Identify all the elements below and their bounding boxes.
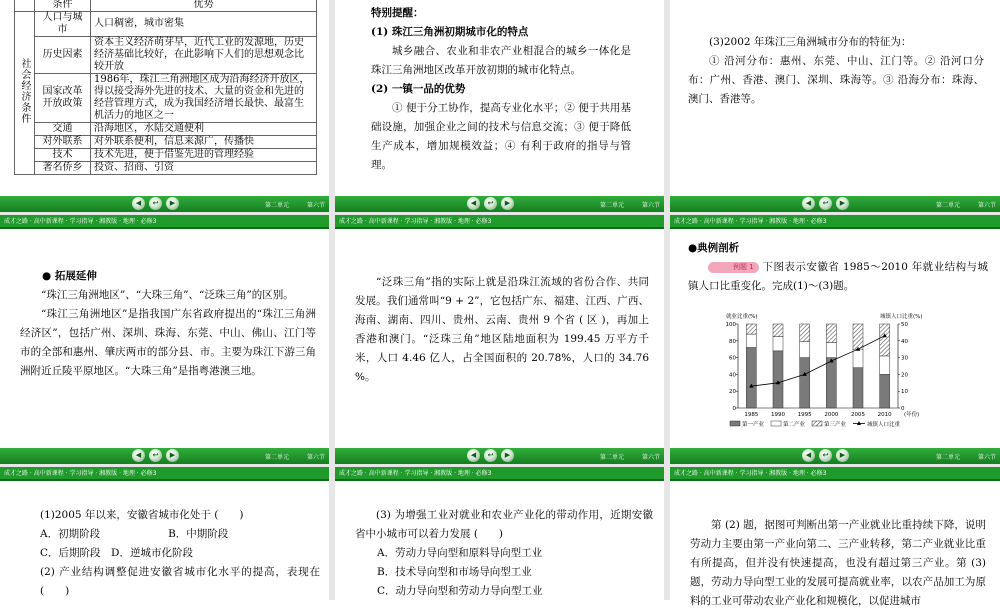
slide-header: 成才之路 · 高中新课程 · 学习指导 · 湘教版 · 地理 · 必修3	[335, 215, 664, 229]
table-row	[15, 37, 317, 74]
slide-answer-analysis	[670, 467, 1000, 607]
bar-segment	[773, 324, 783, 337]
slide-footer	[0, 448, 329, 464]
slide-extension	[0, 215, 329, 464]
bar-segment	[826, 358, 836, 408]
y-tick-label: 80	[729, 338, 736, 345]
prev-icon[interactable]: ◀	[132, 449, 145, 462]
footer-section: 第六节	[306, 454, 325, 461]
footer-unit: 第二单元	[264, 454, 289, 461]
table-cell: 优势	[91, 0, 317, 12]
table-cell: 历史因素	[35, 37, 91, 74]
x-axis-label: (年份)	[904, 412, 920, 418]
prev-icon[interactable]: ◀	[802, 449, 815, 462]
return-icon[interactable]: ↩	[819, 449, 832, 462]
footer-unit: 第二单元	[599, 454, 624, 461]
slide-header: 成才之路 · 高中新课程 · 学习指导 · 湘教版 · 地理 · 必修3	[0, 467, 329, 481]
option-c-d[interactable]: C．后期阶段 D．逆城市化阶段	[40, 547, 193, 559]
slide-footer	[670, 196, 1000, 212]
table-cell: 沿海地区，水陆交通便利	[91, 123, 317, 136]
table-cell: 条件	[35, 0, 91, 12]
return-icon[interactable]: ↩	[484, 197, 497, 210]
bar-segment	[800, 342, 810, 358]
x-tick-label: 2010	[877, 412, 892, 418]
next-icon[interactable]: ▶	[836, 197, 849, 210]
legend-label: 第三产业	[824, 422, 847, 428]
question: (1)2005 年以来，安徽省城市化处于 ( )	[40, 509, 244, 521]
question: (2) 产业结构调整促进安徽省城市化水平的提高，表现在 ( )	[40, 566, 320, 597]
slide-header: 成才之路 · 高中新课程 · 学习指导 · 湘教版 · 地理 · 必修3	[670, 467, 1000, 481]
footer-unit: 第二单元	[935, 454, 960, 461]
y2-tick-label: 0	[901, 406, 905, 412]
slide-header: 成才之路 · 高中新课程 · 学习指导 · 湘教版 · 地理 · 必修3	[335, 467, 664, 481]
next-icon[interactable]: ▶	[501, 449, 514, 462]
subheading: (1) 珠江三角洲初期城市化的特点	[371, 26, 529, 38]
y-tick-label: 40	[729, 372, 736, 379]
return-icon[interactable]: ↩	[819, 197, 832, 210]
y-tick-label: 100	[725, 322, 736, 328]
x-tick-label: 1995	[797, 412, 812, 418]
legend-swatch	[812, 421, 822, 426]
slide-footer	[670, 448, 1000, 464]
example-badge: 例题 1	[708, 262, 759, 273]
option-a[interactable]: A．初期阶段	[40, 528, 101, 540]
slide-questions-1-2	[0, 467, 329, 600]
next-icon[interactable]: ▶	[836, 449, 849, 462]
table-row	[15, 136, 317, 149]
question: (3) 为增强工业对就业和农业产业化的带动作用，近期安徽省中小城市可以着力发展 ( )	[355, 509, 653, 540]
y-axis-label: 就业比重(%)	[726, 314, 758, 320]
y2-tick-label: 30	[901, 355, 908, 362]
question: 下图表示安徽省 1985～2010 年就业结构与城镇人口比重变化。完成(1)～(3)题。	[688, 261, 988, 292]
table-cell: 人口稠密，城市密集	[91, 12, 317, 37]
footer-section: 第六节	[977, 454, 996, 461]
bar-segment	[880, 374, 890, 408]
paragraph: ① 便于分工协作，提高专业化水平；② 便于共用基础设施，加强企业之间的技术与信息交流；③ 便于降低生产成本，增加规模效益；④ 有利于政府的指导与管理。	[371, 102, 631, 171]
subheading: (2) 一镇一品的优势	[371, 83, 466, 95]
bar-segment	[773, 337, 783, 351]
paragraph: “泛珠三角”指的实际上就是沿珠江流域的省份合作、共同发展。我们通常叫“9 + 2”，它包括广东、福建、江西、广西、海南、湖南、四川、贵州、云南、贵州 9 个省 ( 区 )，再加上香港和澳门。“泛珠三角”地区陆地面积为 199.45 万平方千米，人口 4.46 亿人，占全国面积的 20.78%，人口的 34.76 %。	[355, 276, 649, 383]
bar-segment	[853, 368, 863, 408]
footer-unit: 第二单元	[599, 202, 624, 209]
legend-marker	[857, 421, 861, 425]
return-icon[interactable]: ↩	[484, 449, 497, 462]
next-icon[interactable]: ▶	[501, 197, 514, 210]
bar-segment	[800, 324, 810, 342]
bar-segment	[746, 348, 756, 408]
bar-segment	[773, 351, 783, 408]
table-cell: 人口与城市	[35, 12, 91, 37]
y-tick-label: 60	[729, 355, 736, 362]
economic-conditions-table	[14, 0, 317, 175]
legend-swatch	[730, 421, 740, 426]
slide-header: 成才之路 · 高中新课程 · 学习指导 · 湘教版 · 地理 · 必修3	[670, 215, 1000, 229]
paragraph: “珠江三角洲地区”是指我国广东省政府提出的“珠江三角洲经济区”，包括广州、深圳、珠海、东莞、中山、佛山、江门等市的全部和惠州、肇庆两市的部分县、市。主要为珠江下游三角洲附近丘陵平原地区。“大珠三角”是指粤港澳三地。	[20, 308, 316, 377]
paragraph: 城乡融合、农业和非农产业相混合的城乡一体化是珠江三角洲地区改革开放初期的城市化特点。	[371, 45, 631, 76]
y-tick-label: 20	[729, 389, 736, 396]
footer-section: 第六节	[306, 202, 325, 209]
table-cell: 交通	[35, 123, 91, 136]
paragraph: ① 沿河分布：惠州、东莞、中山、江门等。② 沿河口分布：广州、香港、澳门、深圳、珠海等。③ 沿海分布：珠海、澳门、香港等。	[688, 55, 984, 105]
bar-segment	[853, 324, 863, 349]
return-icon[interactable]: ↩	[149, 197, 162, 210]
return-icon[interactable]: ↩	[149, 449, 162, 462]
y2-tick-label: 40	[901, 338, 908, 345]
bar-segment	[746, 324, 756, 334]
slide-special-reminder	[335, 0, 664, 212]
slide-conditions-table	[0, 0, 329, 212]
footer-section: 第六节	[641, 202, 660, 209]
footer-section: 第六节	[977, 202, 996, 209]
bar-segment	[826, 324, 836, 342]
option-b[interactable]: B．技术导向型和市场导向型工业	[377, 566, 532, 578]
prev-icon[interactable]: ◀	[467, 449, 480, 462]
table-row	[15, 162, 317, 175]
slide-question-3	[335, 467, 664, 600]
option-a[interactable]: A．劳动力导向型和原料导向型工业	[377, 547, 543, 559]
prev-icon[interactable]: ◀	[802, 197, 815, 210]
legend-label: 第二产业	[783, 422, 806, 428]
table-cell: 投资、招商、引资	[91, 162, 317, 175]
bar-segment	[880, 324, 890, 356]
table-cell: 国家改革开放政策	[35, 74, 91, 123]
slide-footer	[0, 196, 329, 212]
slide-city-distribution	[670, 0, 1000, 212]
paragraph: 第 (2) 题，据图可判断出第一产业就业比重持续下降，说明劳动力主要由第一产业向第二、三产业转移，第二产业就业比重有所提高，但并没有快速提高，也没有超过第三产业。第 (3) 题，劳动力导向型工业的发展可提高就业率，以农产品加工为原料的工业可带动农业产业化和规模化，以促进城市	[690, 519, 986, 607]
urban-population-line	[751, 336, 884, 386]
slide-footer	[335, 448, 664, 464]
employment-structure-chart	[726, 312, 956, 436]
slide-pan-prd	[335, 215, 664, 464]
y2-tick-label: 50	[901, 322, 908, 328]
table-cell: 对外联系便利，信息来源广，传播快	[91, 136, 317, 149]
option-b[interactable]: B．中期阶段	[168, 528, 229, 540]
table-cell: 1986年，珠江三角洲地区成为沿海经济开放区，得以接受海外先进的技术、大量的资金和先进的经营管理方式，成为我国经济增长最快、最富生机活力的地区之一	[91, 74, 317, 123]
prev-icon[interactable]: ◀	[132, 197, 145, 210]
footer-unit: 第二单元	[935, 202, 960, 209]
table-row	[15, 74, 317, 123]
y2-axis-label: 城镇人口比重(%)	[880, 314, 923, 320]
table-cell: 技术先进，便于借鉴先进的管理经验	[91, 149, 317, 162]
x-tick-label: 2005	[851, 412, 865, 418]
legend-label: 第一产业	[742, 422, 765, 428]
prev-icon[interactable]: ◀	[467, 197, 480, 210]
legend-label: 城镇人口比重	[867, 422, 901, 428]
bar-segment	[853, 349, 863, 367]
paragraph: “珠江三角洲地区”、“大珠三角”、“泛珠三角”的区别。	[41, 289, 294, 301]
table-row	[15, 12, 317, 37]
slide-example	[670, 215, 1000, 464]
y2-tick-label: 10	[901, 389, 908, 396]
slide-footer	[335, 196, 664, 212]
side-label: 社会经济条件	[15, 12, 35, 175]
next-icon[interactable]: ▶	[166, 197, 179, 210]
table-row	[15, 0, 317, 12]
y2-tick-label: 20	[901, 372, 908, 379]
y-tick-label: 0	[732, 406, 736, 412]
x-tick-label: 1985	[744, 412, 759, 418]
heading: 特别提醒：	[371, 7, 424, 19]
table-cell: 著名侨乡	[35, 162, 91, 175]
heading: ● 拓展延伸	[42, 270, 97, 282]
x-tick-label: 2000	[824, 412, 839, 418]
bar-segment	[746, 334, 756, 347]
option-c[interactable]: C．动力导向型和劳动力导向型工业	[377, 585, 543, 597]
footer-section: 第六节	[641, 454, 660, 461]
table-row	[15, 123, 317, 136]
subheading: (3)2002 年珠江三角洲城市分布的特征为：	[709, 36, 912, 48]
table-row	[15, 149, 317, 162]
option-row	[40, 525, 320, 544]
slide-header: 成才之路 · 高中新课程 · 学习指导 · 湘教版 · 地理 · 必修3	[0, 215, 329, 229]
bar-segment	[880, 356, 890, 374]
heading: ●典例剖析	[688, 242, 740, 254]
x-tick-label: 1990	[771, 412, 785, 418]
bar-segment	[826, 342, 836, 357]
footer-unit: 第二单元	[264, 202, 289, 209]
bar-segment	[800, 358, 810, 408]
table-cell: 技术	[35, 149, 91, 162]
table-cell: 对外联系	[35, 136, 91, 149]
next-icon[interactable]: ▶	[166, 449, 179, 462]
legend-swatch	[771, 421, 781, 426]
table-cell: 资本主义经济萌芽早，近代工业的发源地，历史经济基础比较好，在此影响下人们的思想观念比较开放	[91, 37, 317, 74]
